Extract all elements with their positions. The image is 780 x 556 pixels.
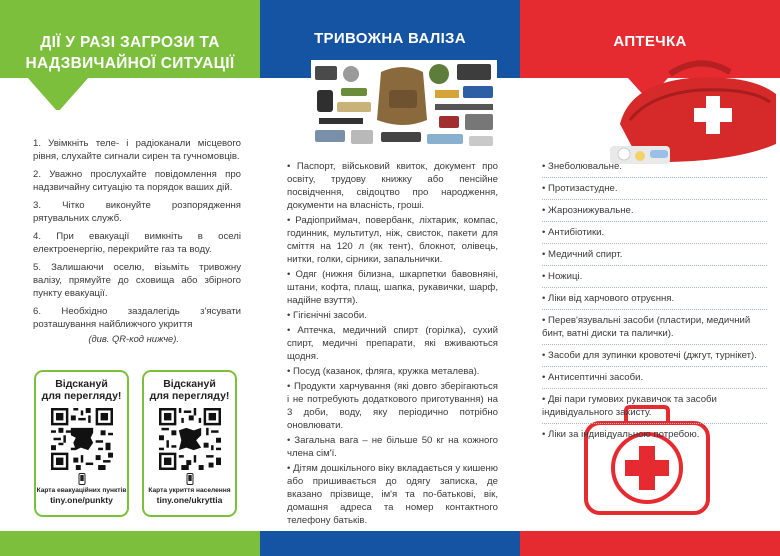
green-bottom-bar — [0, 531, 260, 556]
list-item: • Одяг (нижня білизна, шкарпетки бавовняні, штани, кофта, плащ, шапка, рукавички, шарф, надійне взуття). — [287, 269, 498, 306]
first-aid-title: АПТЕЧКА — [613, 33, 687, 50]
list-item: • Дітям дошкільного віку вкладається у кишеню або пришивається до одягу записка, де вказано прізвище, ім'я та по-батькові, вік, домашня адреса та номер контактного телефону батьків. — [287, 463, 498, 526]
list-item: • Протизастудне. — [542, 182, 767, 200]
list-item: • Продукти харчування (які довго зберігаються і не потребують додаткового приготування) на 3 доби, воду, яку періодично потрібно оновлювати. — [287, 381, 498, 431]
step-4: 4. При евакуації вимкніть в оселі електроенергію, перекрийте газ та воду. — [33, 231, 241, 255]
qr-code-icon[interactable] — [51, 408, 113, 470]
first-aid-bag-image — [610, 54, 780, 174]
emergency-bag-list — [287, 160, 498, 529]
list-item: • Гігієнічні засоби. — [287, 310, 367, 321]
qr-card-evacuation[interactable] — [34, 370, 129, 517]
qr-code-icon[interactable] — [159, 408, 221, 470]
list-item: • Ліки від харчового отруєння. — [542, 292, 767, 310]
list-item: • Знеболювальне. — [542, 160, 767, 178]
emergency-kit-items-image — [311, 60, 497, 152]
list-item: • Антисептичні засоби. — [542, 371, 767, 389]
step-3: 3. Чітко виконуйте розпорядження рятувальних служб. — [33, 200, 241, 224]
list-item: • Дві пари гумових рукавичок та засоби індивідуального захисту. — [542, 393, 767, 424]
list-item: • Медичний спирт. — [542, 248, 767, 266]
emergency-bag-title: ТРИВОЖНА ВАЛІЗА — [314, 30, 466, 47]
list-item: • Ліки за індивідуальною потребою. — [542, 429, 700, 440]
list-item: • Посуд (казанок, фляга, кружка металева). — [287, 366, 480, 377]
step-5: 5. Залишаючи оселю, візьміть тривожну валізу, прямуйте до сховища або збірного пункту евакуації. — [33, 262, 241, 299]
step-6: 6. Необхідно заздалегідь з'ясувати розташування найближчого укриття — [33, 306, 241, 330]
list-item: • Паспорт, військовий квиток, документ про освіту, трудову книжку або пенсійне посвідчення, свідоцтво про народження, документи на власність, гроші. — [287, 161, 498, 211]
list-item: • Загальна вага – не більше 50 кг на кожного члена сім'ї. — [287, 435, 498, 459]
qr-caption: Карта евакуаційних пунктів — [36, 487, 127, 494]
phone-scan-icon — [184, 473, 196, 485]
phone-scan-icon — [76, 473, 88, 485]
step-1: 1. Увімкніть теле- і радіоканали місцевого рівня, слухайте сигнали сирен та гучномовців. — [33, 138, 241, 162]
list-item: • Ножиці. — [542, 270, 767, 288]
emergency-steps — [33, 137, 241, 350]
list-item: • Радіоприймач, повербанк, ліхтарик, компас, годинник, мультитул, ніж, свисток, пакети для сміття на 120 л (як тент), блокнот, олівець, нитки, голки, сірники, запальнички. — [287, 215, 498, 265]
red-bottom-bar — [520, 531, 780, 556]
list-item: • Аптечка, медичний спирт (горілка), сухий спирт, медичні препарати, які вживаються щодня. — [287, 325, 498, 362]
emergency-actions-title: ДІЇ У РАЗІ ЗАГРОЗИ ТА НАДЗВИЧАЙНОЇ СИТУАЦІЇ — [25, 34, 235, 72]
step-2: 2. Уважно прослухайте повідомлення про надзвичайну ситуацію та порядок ваших дій. — [33, 169, 241, 193]
qr-note: (див. QR-код нижче). — [88, 333, 179, 344]
list-item: • Перев'язувальні засоби (пластири, медичний бинт, ватні диски та палички). — [542, 314, 767, 345]
blue-bottom-bar — [260, 531, 520, 556]
qr-caption: Карта укриття населення — [148, 487, 231, 494]
qr-heading: Відскануй для перегляду! — [149, 378, 230, 402]
first-aid-list — [542, 160, 767, 449]
list-item: • Антибіотики. — [542, 226, 767, 244]
qr-link[interactable]: tiny.one/ukryttia — [156, 495, 223, 505]
list-item: • Засоби для зупинки кровотечі (джгут, турнікет). — [542, 349, 767, 367]
qr-heading: Відскануй для перегляду! — [41, 378, 122, 402]
list-item: • Жарознижувальне. — [542, 204, 767, 222]
column-emergency-actions — [0, 0, 260, 556]
qr-card-shelters[interactable] — [142, 370, 237, 517]
green-banner — [0, 0, 260, 110]
qr-link[interactable]: tiny.one/punkty — [50, 495, 113, 505]
